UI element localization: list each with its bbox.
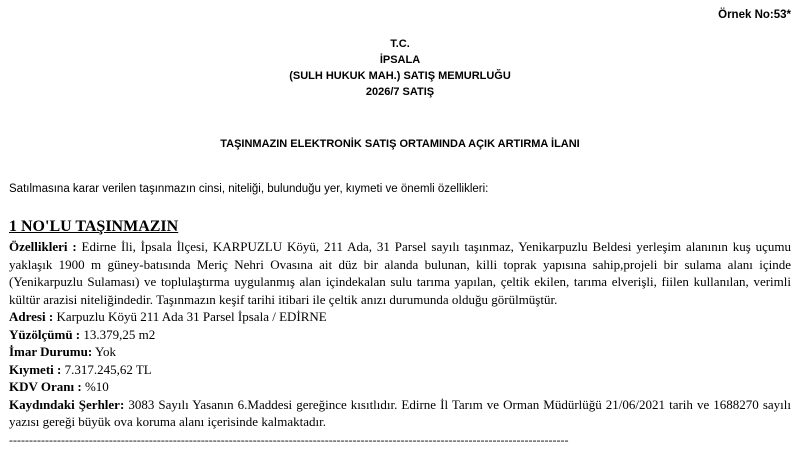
conditions-paragraph (9, 396, 791, 431)
address-line (9, 308, 791, 326)
header-line-office: (SULH HUKUK MAH.) SATIŞ MEMURLUĞU (289, 70, 511, 82)
office-header (0, 36, 800, 100)
property-heading: 1 NO'LU TAŞINMAZIN (9, 218, 179, 235)
value-line (9, 361, 791, 379)
address-label: Adresi : (9, 309, 54, 324)
property-details (9, 238, 791, 431)
document-title: TAŞINMAZIN ELEKTRONİK SATIŞ ORTAMINDA AÇIK ARTIRMA İLANI (220, 138, 580, 150)
area-text: 13.379,25 m2 (80, 326, 156, 342)
header-line-district: İPSALA (379, 54, 421, 66)
header-line-case-number: 2026/7 SATIŞ (365, 86, 435, 98)
dashed-separator: -------------------------------------------------------------------------------------------------------------------------------------------- (9, 433, 569, 447)
sample-number: Örnek No:53* (718, 9, 791, 21)
conditions-label: Kaydındaki Şerhler: (9, 396, 125, 412)
zoning-text: Yok (92, 344, 117, 359)
address-text: Karpuzlu Köyü 211 Ada 31 Parsel İpsala / EDİRNE (53, 309, 327, 324)
features-paragraph (9, 238, 791, 308)
area-line (9, 326, 791, 344)
vat-label: KDV Oranı : (9, 379, 82, 394)
value-label: Kıymeti : (9, 361, 62, 377)
area-label: Yüzölçümü : (9, 326, 81, 342)
intro-text: Satılmasına karar verilen taşınmazın cinsi, niteliği, bulunduğu yer, kıymeti ve önemli özellikleri: (9, 183, 489, 195)
conditions-text: 3083 Sayılı Yasanın 6.Maddesi gereğince kısıtlıdır. Edirne İl Tarım ve Orman Müdürlüğü 21/06/2021 tarih ve 1688270 sayılı yazısı gereği büyük ova koruma alanı içerisinde kalmaktadır. (9, 396, 791, 429)
vat-line (9, 378, 791, 396)
zoning-label: İmar Durumu: (9, 344, 93, 359)
value-text: 7.317.245,62 TL (61, 361, 152, 377)
zoning-line (9, 343, 791, 361)
vat-text: %10 (81, 379, 109, 394)
header-line-tc: T.C. (390, 38, 410, 50)
features-label: Özellikleri : (9, 239, 77, 254)
features-text: Edirne İli, İpsala İlçesi, KARPUZLU Köyü, 211 Ada, 31 Parsel sayılı taşınmaz, Yenikarpuzlu Beldesi yerleşim alanının kuş uçumu yaklaşık 1900 m güney-batısında Meriç Nehri Ovasına ait düz bir alanda bulunan, killi toprak yapısına sahip,projeli bir sulama alanı içinde (Yenikarpuzlu Sulaması) ve toplulaştırma uygulanmış alan içindekalan sulu tarıma yapılan, çeltik ekilen, tarıma elverişli, fiilen kullanılan, verimli kültür arazisi niteliğindedir. Taşınmazın keşif tarihi itibari ile çeltik anızı durumunda olduğu görülmüştür. (9, 239, 792, 307)
